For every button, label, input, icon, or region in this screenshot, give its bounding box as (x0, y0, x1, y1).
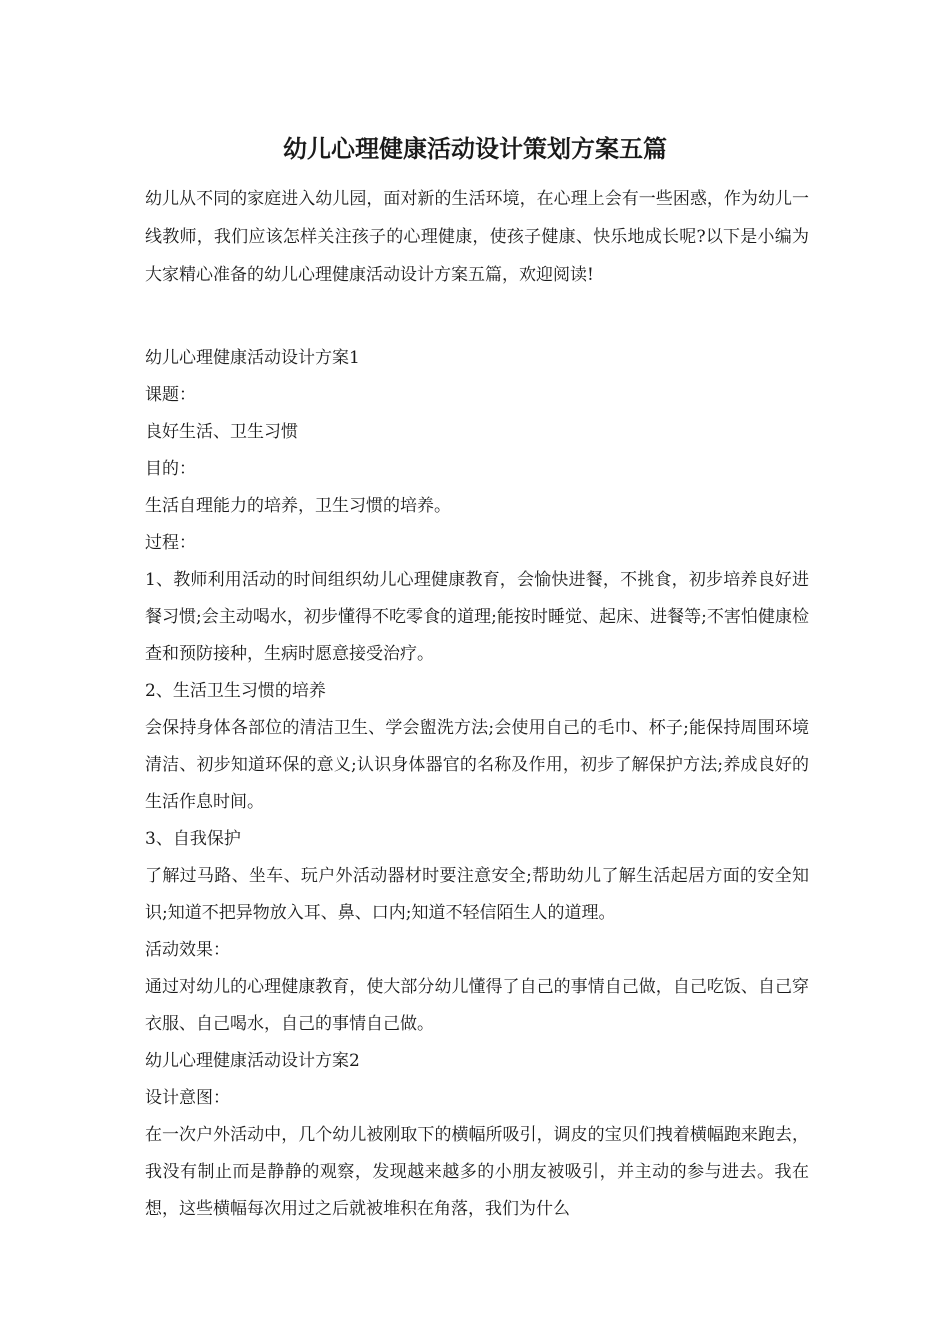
plan1-step2: 会保持身体各部位的清洁卫生、学会盥洗方法;会使用自己的毛巾、杯子;能保持周围环境清洁、初步知道环保的意义;认识身体器官的名称及作用，初步了解保护方法;养成良好的生活作息时间。 (145, 718, 809, 812)
plan1-topic-label: 课题： (145, 385, 196, 405)
plan2-intent-label: 设计意图： (145, 1088, 230, 1108)
plan1-step2-heading: 2、生活卫生习惯的培养 (145, 681, 326, 701)
plan1-goal: 生活自理能力的培养，卫生习惯的培养。 (145, 496, 451, 516)
intro-paragraph: 幼儿从不同的家庭进入幼儿园，面对新的生活环境，在心理上会有一些困惑，作为幼儿一线教师，我们应该怎样关注孩子的心理健康，使孩子健康、快乐地成长呢?以下是小编为大家精心准备的幼儿心理健康活动设计方案五篇，欢迎阅读! (145, 189, 809, 285)
plan1-goal-label: 目的： (145, 459, 196, 479)
plan2-heading: 幼儿心理健康活动设计方案2 (145, 1051, 360, 1071)
document-body (145, 180, 809, 1228)
plan1-step1: 1、教师利用活动的时间组织幼儿心理健康教育，会愉快进餐，不挑食，初步培养良好进餐习惯;会主动喝水，初步懂得不吃零食的道理;能按时睡觉、起床、进餐等;不害怕健康检查和预防接种，生病时愿意接受治疗。 (145, 570, 809, 664)
plan2-intent: 在一次户外活动中，几个幼儿被刚取下的横幅所吸引，调皮的宝贝们拽着横幅跑来跑去，我没有制止而是静静的观察，发现越来越多的小朋友被吸引，并主动的参与进去。我在想，这些横幅每次用过之后就被堆积在角落，我们为什么 (145, 1125, 809, 1219)
plan1-step3: 了解过马路、坐车、玩户外活动器材时要注意安全;帮助幼儿了解生活起居方面的安全知识;知道不把异物放入耳、鼻、口内;知道不轻信陌生人的道理。 (145, 866, 809, 923)
plan1-topic: 良好生活、卫生习惯 (145, 422, 298, 442)
plans-section (145, 340, 809, 1228)
plan1-step3-heading: 3、自我保护 (145, 829, 241, 849)
plan1-effect: 通过对幼儿的心理健康教育，使大部分幼儿懂得了自己的事情自己做，自己吃饭、自己穿衣服、自己喝水，自己的事情自己做。 (145, 977, 809, 1034)
plan1-effect-label: 活动效果： (145, 940, 230, 960)
plan1-heading: 幼儿心理健康活动设计方案1 (145, 348, 360, 368)
document-title: 幼儿心理健康活动设计策划方案五篇 (283, 134, 667, 163)
plan1-process-label: 过程： (145, 533, 196, 553)
